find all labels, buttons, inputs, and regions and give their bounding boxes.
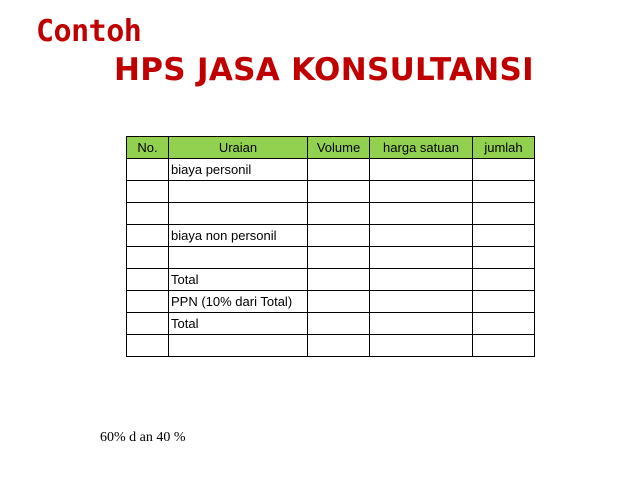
cell-harga-satuan xyxy=(370,291,473,313)
cell-volume xyxy=(308,181,370,203)
cell-jumlah xyxy=(473,225,535,247)
cell-harga-satuan xyxy=(370,225,473,247)
table-row xyxy=(127,313,535,335)
cell-jumlah xyxy=(473,269,535,291)
cell-no xyxy=(127,159,169,181)
hps-table xyxy=(126,136,535,357)
cell-uraian: biaya personil xyxy=(169,159,308,181)
table-row xyxy=(127,203,535,225)
cell-volume xyxy=(308,269,370,291)
slide-label: Contoh xyxy=(36,14,142,49)
cell-volume xyxy=(308,335,370,357)
cell-jumlah xyxy=(473,247,535,269)
cell-volume xyxy=(308,313,370,335)
cell-uraian: Total xyxy=(169,269,308,291)
table-row xyxy=(127,291,535,313)
cell-uraian xyxy=(169,247,308,269)
cell-harga-satuan xyxy=(370,203,473,225)
cell-uraian: PPN (10% dari Total) xyxy=(169,291,308,313)
cell-no xyxy=(127,291,169,313)
cell-harga-satuan xyxy=(370,181,473,203)
column-header-volume: Volume xyxy=(308,137,370,159)
cell-volume xyxy=(308,225,370,247)
column-header-uraian: Uraian xyxy=(169,137,308,159)
cell-harga-satuan xyxy=(370,247,473,269)
cell-volume xyxy=(308,247,370,269)
table-row xyxy=(127,269,535,291)
column-header-jumlah: jumlah xyxy=(473,137,535,159)
cell-uraian: biaya non personil xyxy=(169,225,308,247)
cell-uraian xyxy=(169,181,308,203)
cell-volume xyxy=(308,159,370,181)
cell-no xyxy=(127,247,169,269)
table-row xyxy=(127,335,535,357)
cell-no xyxy=(127,269,169,291)
cell-no xyxy=(127,181,169,203)
cell-jumlah xyxy=(473,335,535,357)
cell-uraian: Total xyxy=(169,313,308,335)
cell-no xyxy=(127,335,169,357)
cell-uraian xyxy=(169,335,308,357)
column-header-no: No. xyxy=(127,137,169,159)
cell-harga-satuan xyxy=(370,269,473,291)
cell-jumlah xyxy=(473,203,535,225)
cell-uraian xyxy=(169,203,308,225)
table-row xyxy=(127,225,535,247)
table-row xyxy=(127,247,535,269)
cell-harga-satuan xyxy=(370,335,473,357)
cell-harga-satuan xyxy=(370,313,473,335)
cell-jumlah xyxy=(473,313,535,335)
cell-jumlah xyxy=(473,159,535,181)
footnote: 60% d an 40 % xyxy=(100,430,186,445)
column-header-harga-satuan: harga satuan xyxy=(370,137,473,159)
cell-no xyxy=(127,313,169,335)
slide-title: HPS JASA KONSULTANSI xyxy=(114,52,535,88)
cell-no xyxy=(127,203,169,225)
table-row xyxy=(127,181,535,203)
cell-harga-satuan xyxy=(370,159,473,181)
table-header-row xyxy=(127,137,535,159)
cell-volume xyxy=(308,291,370,313)
cell-volume xyxy=(308,203,370,225)
cell-jumlah xyxy=(473,181,535,203)
cell-jumlah xyxy=(473,291,535,313)
table-row xyxy=(127,159,535,181)
cell-no xyxy=(127,225,169,247)
